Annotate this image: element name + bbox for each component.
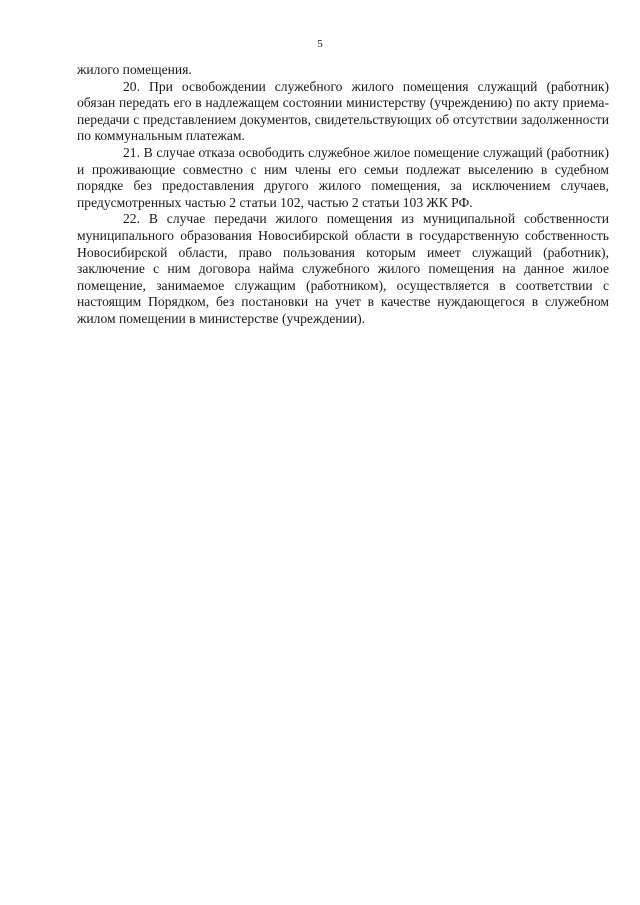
paragraph-20: 20. При освобождении служебного жилого помещения служащий (работник) обязан передать его в надлежащем состоянии министерству (учреждению) по акту приема-передачи с представлением документов, свидетельствующих об отсутствии задолженности по коммунальным платежам. xyxy=(77,78,609,144)
page-number: 5 xyxy=(317,38,323,50)
paragraph-22: 22. В случае передачи жилого помещения из муниципальной собственности муниципального образования Новосибирской области в государственную собственность Новосибирской области, право пользования которым имеет служащий (работник), заключение с ним договора найма служебного жилого помещения на данное жилое помещение, занимаемое служащим (работником), осуществляется в соответствии с настоящим Порядком, без постановки на учет в качестве нуждающегося в служебном жилом помещении в министерстве (учреждении). xyxy=(77,211,609,326)
paragraph-continuation: жилого помещения. xyxy=(77,62,192,77)
paragraph-21: 21. В случае отказа освободить служебное жилое помещение служащий (работник) и проживающие совместно с ним члены его семьи подлежат выселению в судебном порядке без предоставления другого жилого помещения, за исключением случаев, предусмотренных частью 2 статьи 102, частью 2 статьи 103 ЖК РФ. xyxy=(77,144,609,210)
document-body xyxy=(77,62,609,328)
